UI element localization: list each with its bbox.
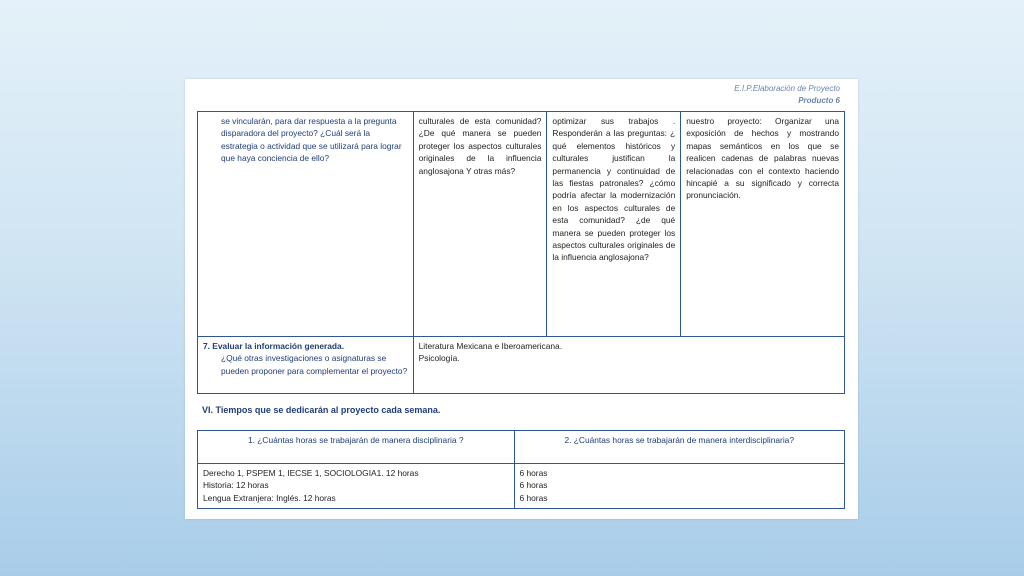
hours-table — [197, 430, 845, 509]
cell-community: culturales de esta comunidad? ¿De qué manera se pueden proteger los aspectos culturales originales de la influencia anglosajona Y otras más? — [413, 112, 547, 337]
table-row — [198, 112, 845, 337]
cell-subjects — [413, 337, 844, 394]
subject-line: Literatura Mexicana e Iberoamericana. — [418, 341, 563, 351]
project-table — [197, 111, 845, 394]
table-header-row — [198, 431, 845, 464]
header-disciplinary: 1. ¿Cuántas horas se trabajarán de manera disciplinaria ? — [198, 431, 515, 464]
hours-line: 6 horas — [519, 492, 548, 503]
hours-line: Lengua Extranjera: Inglés. 12 horas — [203, 492, 336, 503]
header-line-1: E.I.P.Elaboración de Proyecto — [734, 84, 840, 93]
header-line-2: Producto 6 — [798, 96, 840, 105]
cell-disciplinary-hours — [198, 464, 515, 509]
hours-line: 6 horas — [519, 468, 548, 478]
cell-exposition: nuestro proyecto: Organizar una exposición de hechos y mostrando mapas semánticos en los que se realicen cadenas de palabras nuevas relacionadas con el contexto haciendo hincapié a su significado y correcta pronunciación. — [681, 112, 845, 337]
cell-evaluate — [198, 337, 414, 394]
document-page — [185, 79, 858, 519]
section-title: VI. Tiempos que se dedicarán al proyecto cada semana. — [202, 405, 441, 415]
header-interdisciplinary: 2. ¿Cuántas horas se trabajarán de manera interdisciplinaria? — [514, 431, 845, 464]
cell-questions: optimizar sus trabajos . Responderán a las preguntas: ¿ qué elementos históricos y culturales justifican la permanencia y continuidad de las fiestas patronales? ¿cómo podría afectar la modernización en los aspectos culturales de esta comunidad? ¿de qué manera se pueden proteger los aspectos culturales originales de la influencia anglosajona? — [547, 112, 681, 337]
cell-interdisciplinary-hours — [514, 464, 845, 509]
table-row — [198, 464, 845, 509]
evaluate-question: ¿Qué otras investigaciones o asignaturas se pueden proponer para complementar el proyecto? — [221, 353, 408, 376]
subject-line: Psicología. — [418, 353, 460, 364]
table-row — [198, 337, 845, 394]
hours-line: Derecho 1, PSPEM 1, IECSE 1, SOCIOLOGIA1. 12 horas — [203, 468, 419, 478]
cell-strategy: se vincularán, para dar respuesta a la pregunta disparadora del proyecto? ¿Cuál será la estrategia o actividad que se utilizará para lograr que haya conciencia de ello? — [198, 112, 414, 337]
evaluate-title: 7. Evaluar la información generada. — [203, 341, 345, 351]
hours-line: Historia: 12 horas — [203, 480, 269, 491]
hours-line: 6 horas — [519, 480, 548, 491]
page-header — [734, 83, 840, 107]
